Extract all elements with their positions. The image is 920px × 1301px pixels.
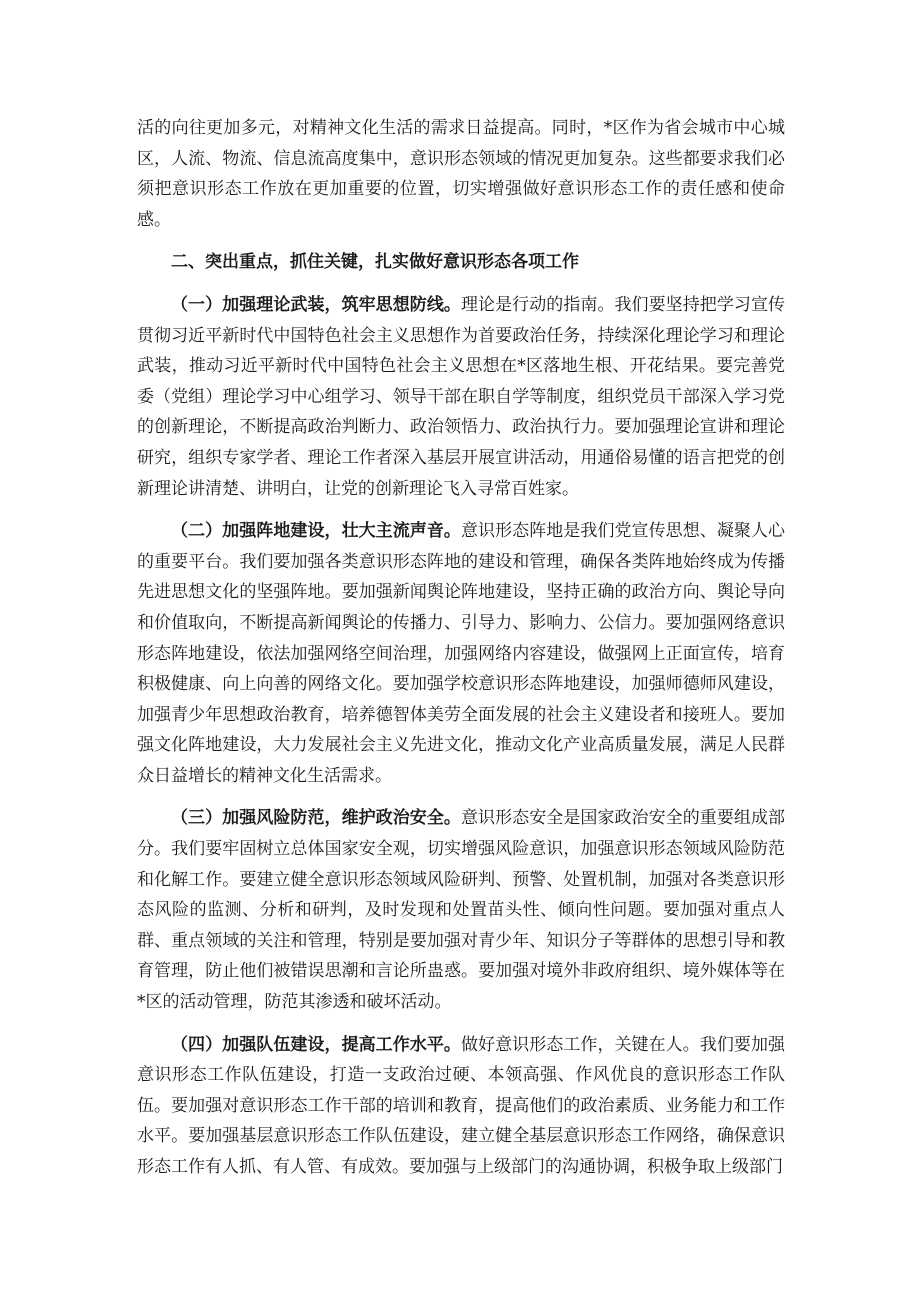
item-paragraph-3 [137,803,785,1017]
item-paragraph-1 [137,290,785,504]
item-lead-3: （三）加强风险防范，维护政治安全。 [171,808,461,829]
item-body-2: 意识形态阵地是我们党宣传思想、凝聚人心的重要平台。我们要加强各类意识形态阵地的建设和管理，确保各类阵地始终成为传播先进思想文化的坚强阵地。要加强新闻舆论阵地建设，坚持正确的政治方向、舆论导向和价值取向，不断提高新闻舆论的传播力、引导力、影响力、公信力。要加强网络意识形态阵地建设，依法加强网络空间治理，加强网络内容建设，做强网上正面宣传，培育积极健康、向上向善的网络文化。要加强学校意识形态阵地建设，加强师德师风建设，加强青少年思想政治教育，培养德智体美劳全面发展的社会主义建设者和接班人。要加强文化阵地建设，大力发展社会主义先进文化，推动文化产业高质量发展，满足人民群众日益增长的精神文化生活需求。 [137,521,786,786]
item-lead-1: （一）加强理论武装，筑牢思想防线。 [171,294,461,315]
section-heading: 二、突出重点，抓住关键，扎实做好意识形态各项工作 [171,252,579,273]
item-paragraph-4 [137,1030,785,1183]
intro-paragraph: 活的向往更加多元，对精神文化生活的需求日益提高。同时，*区作为省会城市中心城区，人流、物流、信息流高度集中，意识形态领域的情况更加复杂。这些都要求我们必须把意识形态工作放在更加重要的位置，切实增强做好意识形态工作的责任感和使命感。 [137,118,785,230]
item-lead-2: （二）加强阵地建设，壮大主流声音。 [171,521,461,542]
item-body-1: 理论是行动的指南。我们要坚持把学习宣传贯彻习近平新时代中国特色社会主义思想作为首要政治任务，持续深化理论学习和理论武装，推动习近平新时代中国特色社会主义思想在*区落地生根、开花结果。要完善党委（党组）理论学习中心组学习、领导干部在职自学等制度，组织党员干部深入学习党的创新理论，不断提高政治判断力、政治领悟力、政治执行力。要加强理论宣讲和理论研究，组织专家学者、理论工作者深入基层开展宣讲活动，用通俗易懂的语言把党的创新理论讲清楚、讲明白，让党的创新理论飞入寻常百姓家。 [137,294,786,499]
item-body-4: 做好意识形态工作，关键在人。我们要加强意识形态工作队伍建设，打造一支政治过硬、本领高强、作风优良的意识形态工作队伍。要加强对意识形态工作干部的培训和教育，提高他们的政治素质、业务能力和工作水平。要加强基层意识形态工作队伍建设，建立健全基层意识形态工作网络，确保意识形态工作有人抓、有人管、有成效。要加强与上级部门的沟通协调，积极争取上级部门 [137,1034,786,1177]
item-paragraph-2 [137,516,785,791]
item-lead-4: （四）加强队伍建设，提高工作水平。 [171,1034,461,1055]
item-body-3: 意识形态安全是国家政治安全的重要组成部分。我们要牢固树立总体国家安全观，切实增强风险意识，加强意识形态领域风险防范和化解工作。要建立健全意识形态领域风险研判、预警、处置机制，加强对各类意识形态风险的监测、分析和研判，及时发现和处置苗头性、倾向性问题。要加强对重点人群、重点领域的关注和管理，特别是要加强对青少年、知识分子等群体的思想引导和教育管理，防止他们被错误思潮和言论所蛊惑。要加强对境外非政府组织、境外媒体等在*区的活动管理，防范其渗透和破坏活动。 [137,808,786,1013]
document-page [137,113,785,1195]
